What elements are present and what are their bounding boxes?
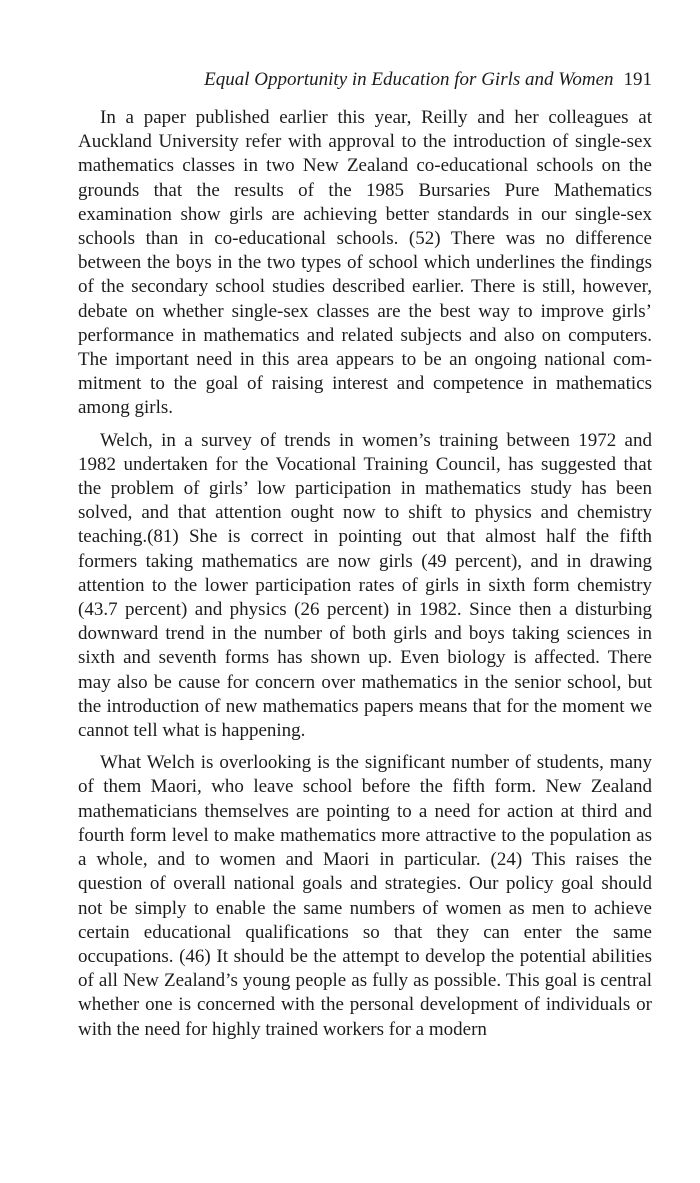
running-head	[78, 68, 652, 92]
paragraph-welch-survey: Welch, in a survey of trends in women’s training between 1972 and 1982 undertaken for the Vocational Training Council, has suggested that the problem of girls’ low participation in mathematics study has been solved, and that attention ought now to shift to physics and chemistry teaching.(81) She is correct in pointing out that almost half the fifth formers taking mathematics are now girls (49 percent), and in drawing attention to the lower participation rates of girls in sixth form chemistry (43.7 percent) and physics (26 percent) in 1982. Since then a disturbing downward trend in the number of both girls and boys taking sciences in sixth and seventh forms has shown up. Even biology is affected. There may also be cause for concern over mathematics in the senior school, but the introduction of new mathematics papers means that for the moment we cannot tell what is happening.	[78, 429, 652, 742]
body-text	[78, 106, 652, 1042]
paragraph-reilly: In a paper published earlier this year, Reilly and her colleagues at Auckland University refer with approval to the introduction of single-sex mathematics classes in two New Zealand co-educational schools on the grounds that the results of the 1985 Bursaries Pure Mathematics examination show girls are achieving better standards in our single-sex schools than in co-educational schools. (52) There was no difference between the boys in the two types of school which underlines the findings of the secondary school studies described earlier. There is still, however, debate on whether single-sex classes are the best way to improve girls’ performance in mathematics and related subjects and also on computers. The important need in this area appears to be an ongoing national commitment to the goal of raising interest and competence in mathematics among girls.	[78, 107, 652, 419]
page-number: 191	[623, 69, 652, 90]
running-title: Equal Opportunity in Education for Girls and Women	[204, 69, 614, 90]
paragraph-welch-overlooking: What Welch is overlooking is the significant number of students, many of them Maori, who leave school before the fifth form. New Zealand mathematicians themselves are pointing to a need for action at third and fourth form level to make mathematics more attractive to the population as a whole, and to women and Maori in particular. (24) This raises the question of overall national goals and strategies. Our policy goal should not be simply to enable the same numbers of women as men to achieve certain educational qualifications so that they can enter the same occupations. (46) It should be the attempt to develop the potential abilities of all New Zealand’s young people as fully as possible. This goal is central whether one is concerned with the personal development of individuals or with the need for highly trained workers for a modern	[78, 752, 652, 1040]
